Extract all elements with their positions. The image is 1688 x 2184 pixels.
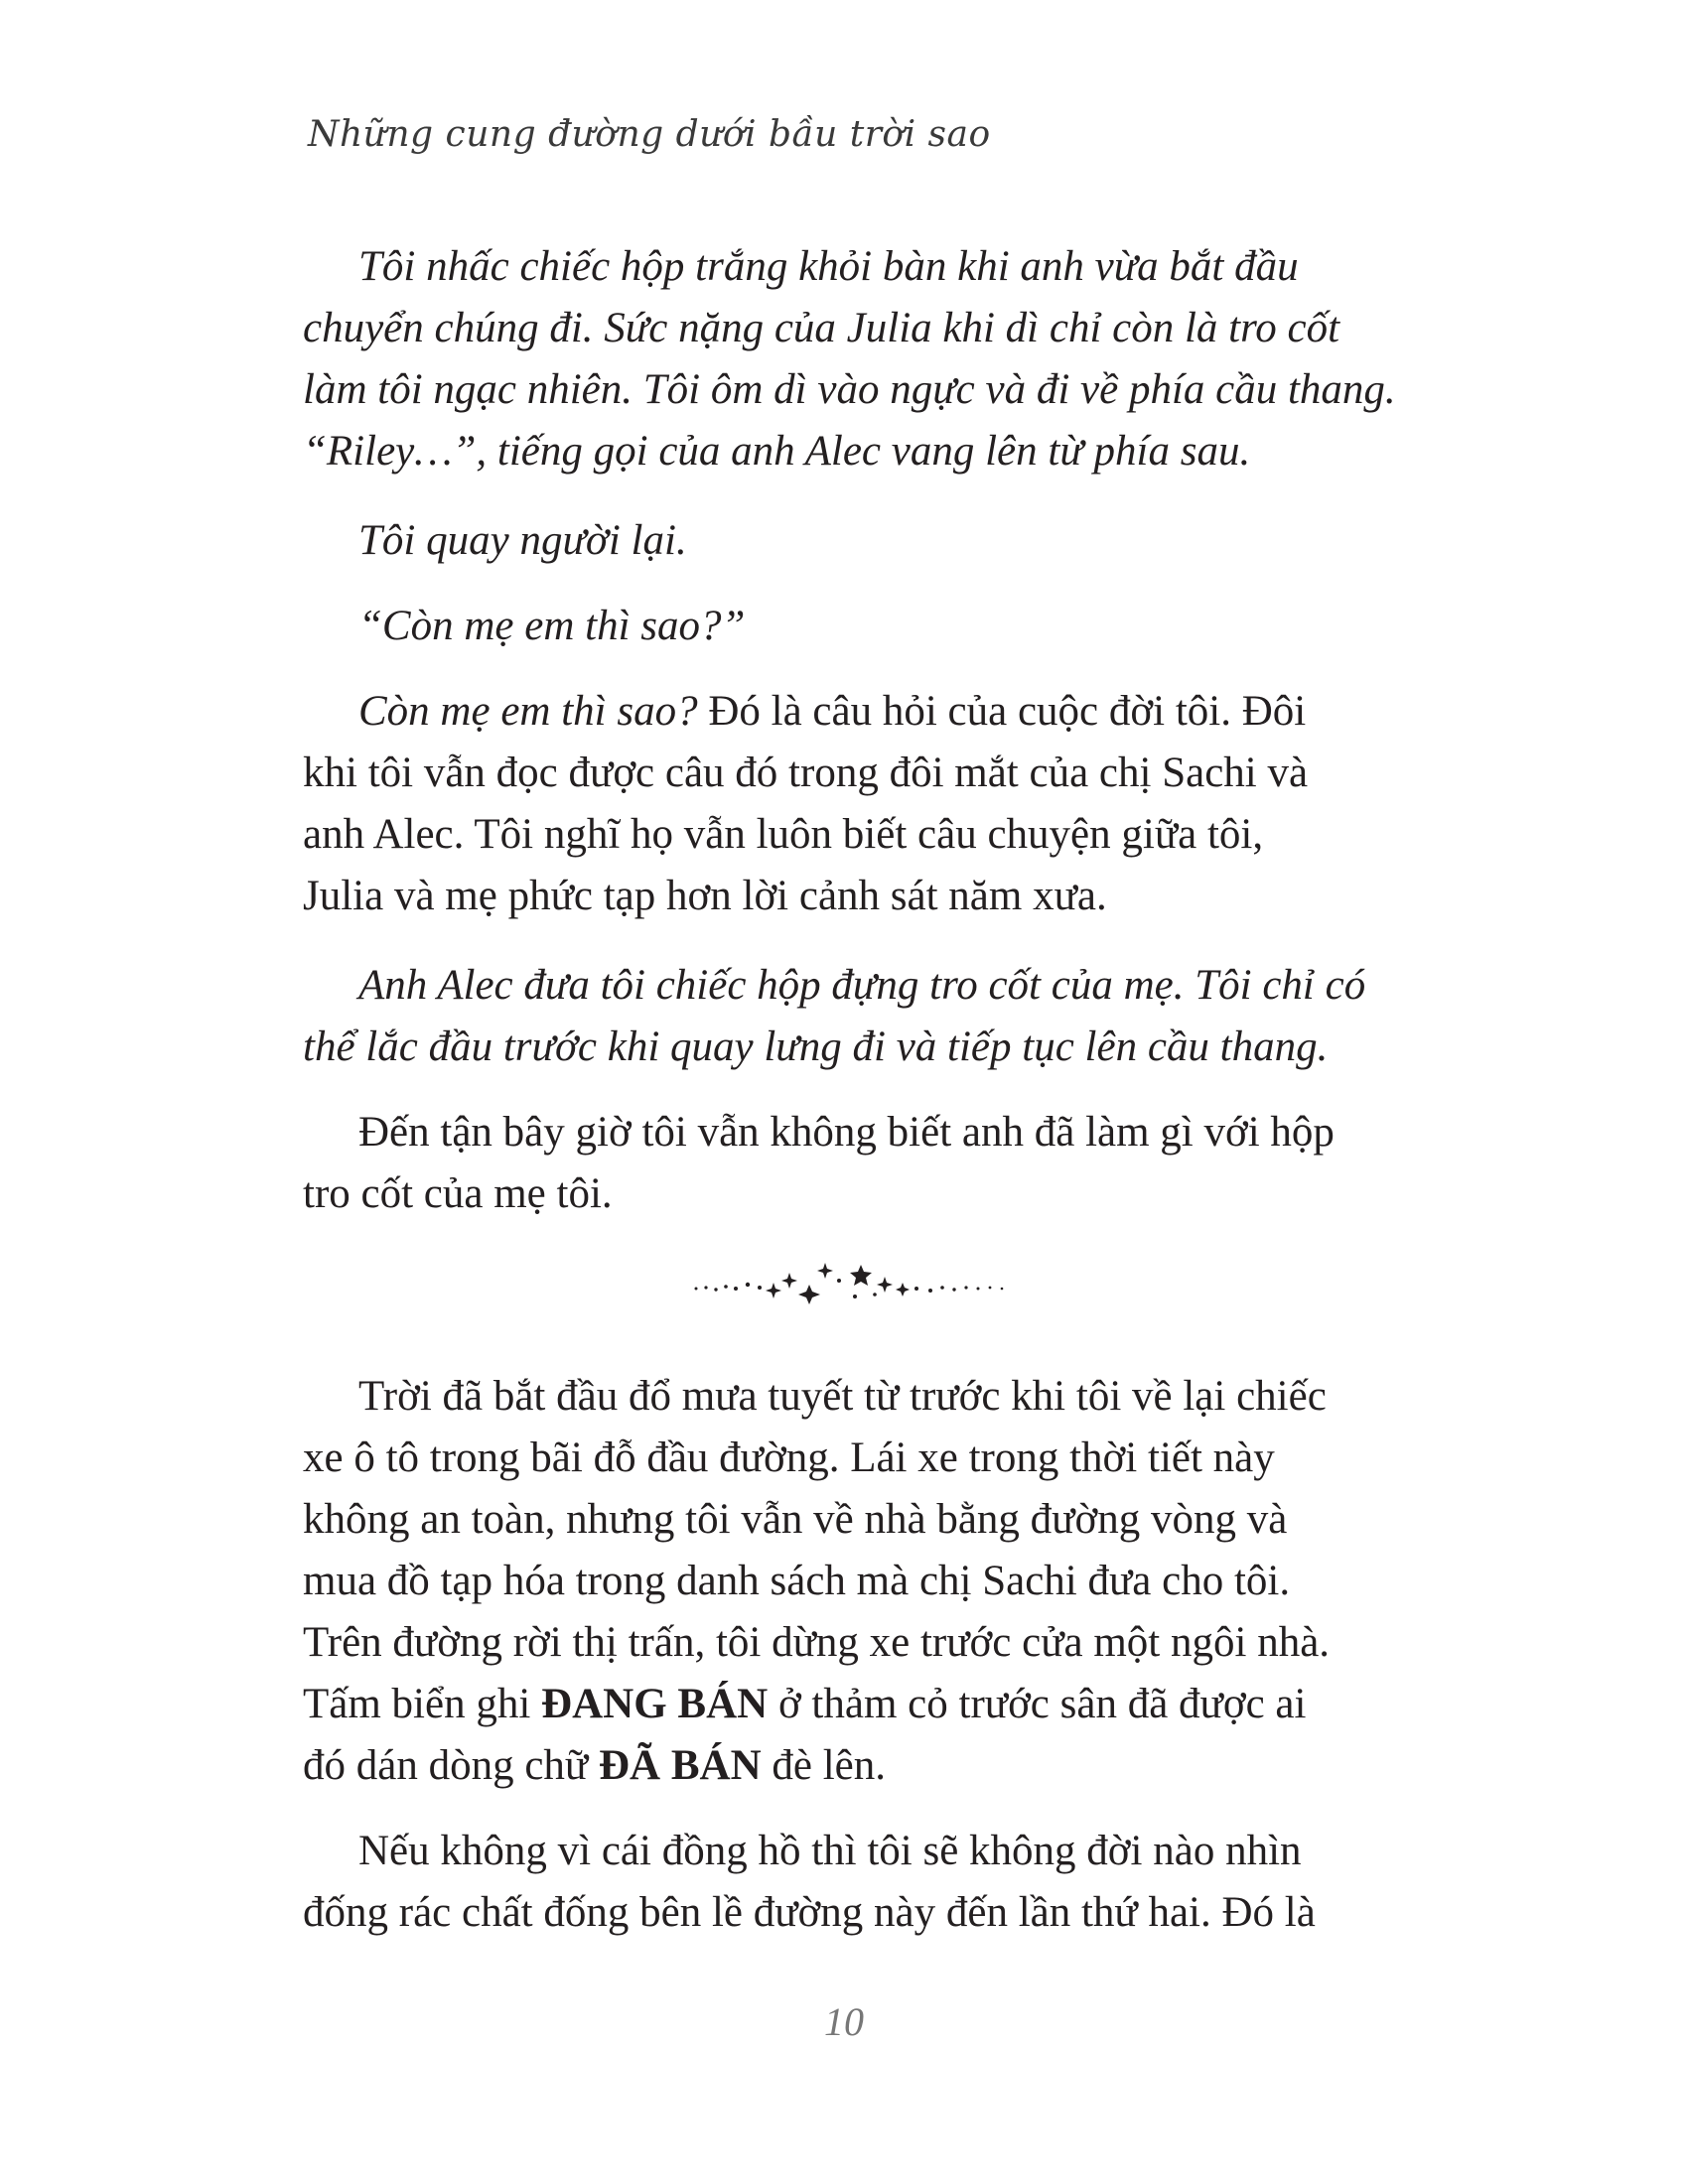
text-line [303, 1735, 1350, 1797]
text-line: Tôi quay người lại. [358, 517, 687, 564]
paragraph-1 [303, 236, 1396, 482]
paragraph-2 [303, 510, 1350, 572]
text-run: Tấm biển ghi [303, 1681, 542, 1727]
bold-sign-text: ĐANG BÁN [541, 1681, 769, 1727]
text-run: đè lên. [761, 1742, 887, 1789]
text-line: làm tôi ngạc nhiên. Tôi ôm dì vào ngực và đi về phía cầu thang. [303, 366, 1396, 413]
text-line: Trời đã bắt đầu đổ mưa tuyết từ trước khi tôi về lại chiếc [358, 1373, 1327, 1420]
text-line: Anh Alec đưa tôi chiếc hộp đựng tro cốt của mẹ. Tôi chỉ có [358, 962, 1366, 1009]
text-line: Nếu không vì cái đồng hồ thì tôi sẽ không đời nào nhìn [358, 1828, 1302, 1874]
text-line: Đến tận bây giờ tôi vẫn không biết anh đã làm gì với hộp [358, 1109, 1335, 1156]
italic-question: Còn mẹ em thì sao? [358, 688, 698, 735]
text-run: ở thảm cỏ trước sân đã được ai [768, 1681, 1307, 1727]
text-line: tro cốt của mẹ tôi. [303, 1170, 613, 1217]
text-run: Đó là câu hỏi của cuộc đời tôi. Đôi [697, 688, 1307, 735]
text-line: thể lắc đầu trước khi quay lưng đi và tiếp tục lên cầu thang. [303, 1024, 1329, 1070]
page-number: 10 [824, 1999, 864, 2044]
text-line [303, 1674, 1350, 1735]
text-line: Tôi nhấc chiếc hộp trắng khỏi bàn khi anh vừa bắt đầu [358, 243, 1299, 290]
text-line: Trên đường rời thị trấn, tôi dừng xe trước cửa một ngôi nhà. [303, 1619, 1331, 1666]
text-run: đó dán dòng chữ [303, 1742, 599, 1789]
paragraph-6 [303, 1102, 1350, 1225]
running-title: Những cung đường dưới bầu trời sao [308, 114, 991, 155]
text-line: xe ô tô trong bãi đỗ đầu đường. Lái xe trong thời tiết này [303, 1434, 1275, 1481]
text-line: đống rác chất đống bên lề đường này đến lần thứ hai. Đó là [303, 1889, 1316, 1936]
text-line: “Còn mẹ em thì sao?” [358, 603, 746, 649]
text-line: khi tôi vẫn đọc được câu đó trong đôi mắt của chị Sachi và [303, 750, 1309, 796]
text-line: Julia và mẹ phức tạp hơn lời cảnh sát năm xưa. [303, 873, 1107, 919]
text-line: anh Alec. Tôi nghĩ họ vẫn luôn biết câu chuyện giữa tôi, [303, 811, 1264, 858]
paragraph-3 [303, 596, 1350, 657]
text-line: chuyển chúng đi. Sức nặng của Julia khi dì chỉ còn là tro cốt [303, 305, 1340, 351]
stars-divider-icon [690, 1255, 1018, 1314]
text-line: mua đồ tạp hóa trong danh sách mà chị Sachi đưa cho tôi. [303, 1558, 1291, 1604]
paragraph-7 [303, 1366, 1350, 1797]
paragraph-8 [303, 1821, 1350, 1944]
bold-sign-text: ĐÃ BÁN [598, 1742, 762, 1789]
text-line: “Riley…”, tiếng gọi của anh Alec vang lên từ phía sau. [303, 428, 1251, 475]
text-line: không an toàn, nhưng tôi vẫn về nhà bằng đường vòng và [303, 1496, 1288, 1543]
text-line [303, 681, 1350, 743]
paragraph-4 [303, 681, 1350, 927]
paragraph-5 [303, 955, 1366, 1078]
